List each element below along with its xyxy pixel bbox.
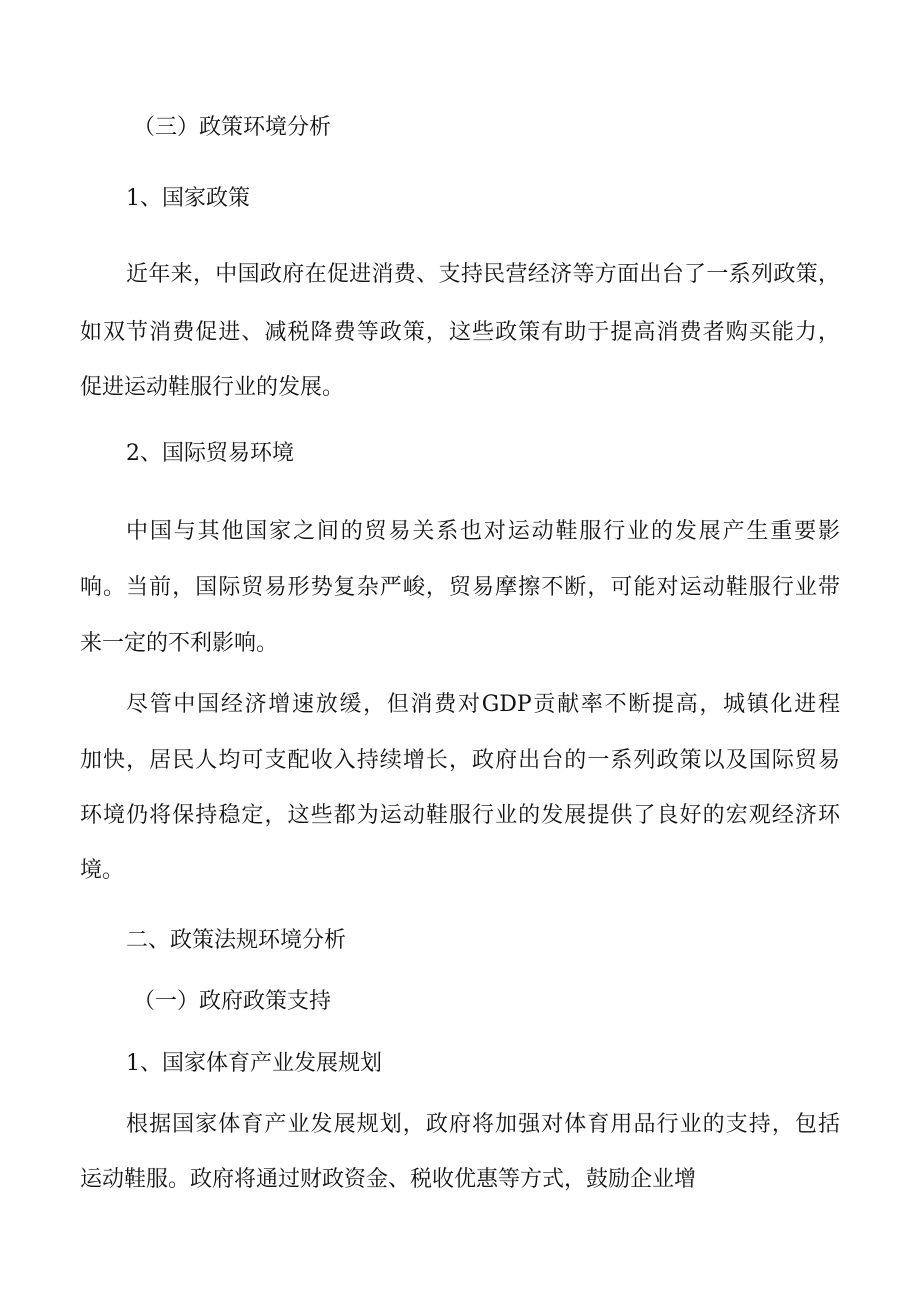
section-heading-policy-environment: （三）政策环境分析 (133, 115, 332, 140)
paragraph-line: 境。 (80, 858, 125, 883)
paragraph-line: 响。当前，国际贸易形势复杂严峻，贸易摩擦不断，可能对运动鞋服行业带 (80, 575, 840, 600)
subheading-international-trade: 2、国际贸易环境 (126, 441, 294, 466)
chapter-heading-policy-regulation: 二、政策法规环境分析 (126, 928, 347, 953)
paragraph-line: 根据国家体育产业发展规划，政府将加强对体育用品行业的支持，包括 (126, 1112, 840, 1137)
paragraph-line: 近年来，中国政府在促进消费、支持民营经济等方面出台了一系列政策， (126, 262, 840, 287)
section-heading-government-support: （一）政府政策支持 (133, 989, 332, 1014)
subheading-sports-industry-plan: 1、国家体育产业发展规划 (126, 1051, 382, 1076)
subheading-national-policy: 1、国家政策 (126, 186, 250, 211)
paragraph-line: 促进运动鞋服行业的发展。 (80, 375, 345, 400)
paragraph-line: 加快，居民人均可支配收入持续增长，政府出台的一系列政策以及国际贸易 (80, 748, 840, 773)
paragraph-line: 来一定的不利影响。 (80, 631, 279, 656)
paragraph-line: 运动鞋服。政府将通过财政资金、税收优惠等方式，鼓励企业增 (80, 1167, 697, 1192)
paragraph-line: 中国与其他国家之间的贸易关系也对运动鞋服行业的发展产生重要影 (126, 519, 840, 544)
paragraph-line: 如双节消费促进、减税降费等政策，这些政策有助于提高消费者购买能力， (80, 320, 840, 345)
paragraph-line: 环境仍将保持稳定，这些都为运动鞋服行业的发展提供了良好的宏观经济环 (80, 803, 840, 828)
paragraph-line: 尽管中国经济增速放缓，但消费对GDP贡献率不断提高，城镇化进程 (126, 692, 840, 717)
